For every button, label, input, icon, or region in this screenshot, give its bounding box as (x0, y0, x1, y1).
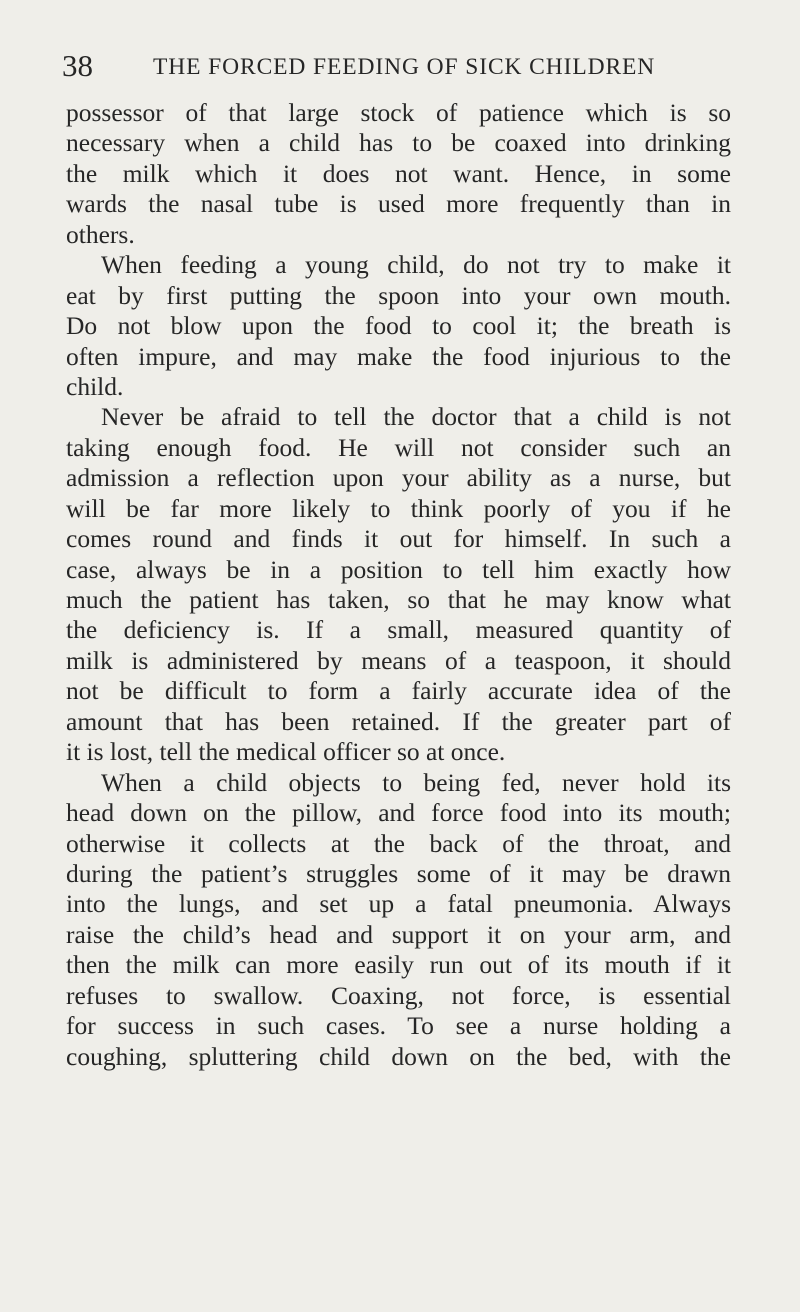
text-line: necessary when a child has to be coaxed into drinking (66, 128, 731, 158)
text-line: amount that has been retained. If the greater part of (66, 706, 731, 736)
text-line: taking enough food. He will not consider such an (66, 432, 731, 462)
text-line: wards the nasal tube is used more frequently than in (66, 189, 731, 219)
text-line: during the patient’s struggles some of it may be drawn (66, 858, 731, 888)
text-line: not be difficult to form a fairly accurate idea of the (66, 676, 731, 706)
text-line: others. (66, 219, 135, 249)
text-line: the deficiency is. If a small, measured quantity of (66, 615, 731, 645)
body-text (66, 98, 731, 1072)
text-line: otherwise it collects at the back of the throat, and (66, 828, 731, 858)
text-line: coughing, spluttering child down on the bed, with the (66, 1041, 731, 1071)
text-line: refuses to swallow. Coaxing, not force, is essential (66, 980, 731, 1010)
text-line: into the lungs, and set up a fatal pneumonia. Always (66, 889, 731, 919)
text-line: case, always be in a position to tell him exactly how (66, 554, 731, 584)
text-line: comes round and finds it out for himself. In such a (66, 524, 731, 554)
text-line: then the milk can more easily run out of its mouth if it (66, 950, 731, 980)
text-line: Do not blow upon the food to cool it; the breath is (66, 311, 731, 341)
page-header (62, 46, 722, 86)
text-line: child. (66, 371, 124, 401)
running-title: THE FORCED FEEDING OF SICK CHILDREN (153, 54, 656, 80)
text-line: admission a reflection upon your ability as a nurse, but (66, 463, 731, 493)
text-line: head down on the pillow, and force food into its mouth; (66, 798, 731, 828)
text-line: often impure, and may make the food injurious to the (66, 341, 731, 371)
text-line: the milk which it does not want. Hence, in some (66, 158, 731, 188)
text-line: will be far more likely to think poorly of you if he (66, 493, 731, 523)
page-number: 38 (62, 48, 93, 83)
text-line: Never be afraid to tell the doctor that a child is not (101, 402, 731, 432)
text-line: milk is administered by means of a teaspoon, it should (66, 645, 731, 675)
text-line: it is lost, tell the medical officer so at once. (66, 737, 506, 767)
text-line: much the patient has taken, so that he may know what (66, 585, 731, 614)
text-line: possessor of that large stock of patience which is so (66, 98, 731, 127)
text-line: When a child objects to being fed, never hold its (101, 767, 731, 797)
text-line: for success in such cases. To see a nurse holding a (66, 1011, 731, 1041)
text-line: eat by first putting the spoon into your own mouth. (66, 280, 731, 310)
text-line: raise the child’s head and support it on your arm, and (66, 919, 731, 949)
text-line: When feeding a young child, do not try to make it (101, 250, 731, 280)
